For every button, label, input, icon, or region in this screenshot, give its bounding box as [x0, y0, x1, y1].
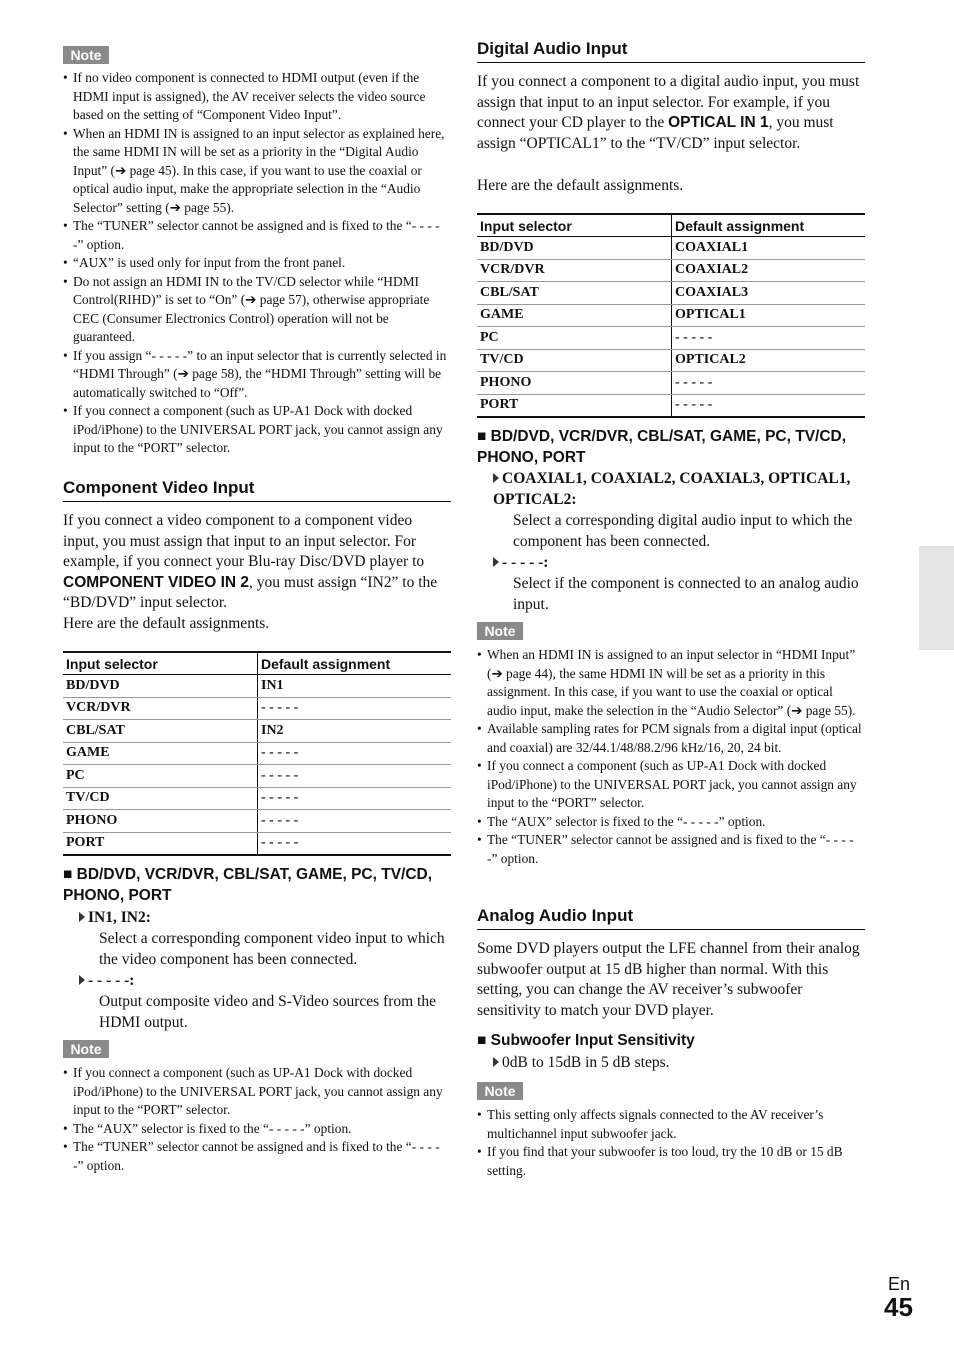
analog-audio-intro: Some DVD players output the LFE channel from their analog subwoofer output at 15 dB higher than normal. With this setting, you can change the AV receiver’s subwoofer sensitivity to match your DVD player.	[477, 940, 860, 1019]
jack-name: COMPONENT VIDEO IN 2	[63, 573, 250, 591]
table-cell: - - - - -	[258, 787, 452, 810]
table-row	[63, 742, 451, 765]
option-label-text: IN1, IN2:	[88, 909, 151, 926]
table-row	[477, 372, 865, 395]
table-cell: COAXIAL3	[672, 282, 866, 305]
note-list	[63, 1064, 451, 1175]
table-cell: - - - - -	[672, 372, 866, 395]
intro-text: , you must assign “IN2” to the “BD/DVD” input selector.	[63, 573, 438, 611]
table-cell: - - - - -	[258, 697, 452, 720]
triangle-icon	[493, 473, 499, 483]
note-item: • The “TUNER” selector cannot be assigned and is fixed to the “- - - - -” option.	[63, 217, 451, 254]
option-description: Select a corresponding digital audio input to which the component has been connected.	[513, 512, 853, 550]
intro-text: If you connect a component to a digital audio input, you must assign that input to an input selector. For example, if you connect your CD player to the	[477, 73, 860, 131]
table-cell: OPTICAL1	[672, 304, 866, 327]
default-assignments-text: Here are the default assignments.	[63, 615, 270, 632]
table-cell: - - - - -	[258, 832, 452, 855]
table-cell: - - - - -	[258, 742, 452, 765]
triangle-icon	[493, 1057, 499, 1067]
table-cell: TV/CD	[477, 349, 672, 372]
table-cell: GAME	[63, 742, 258, 765]
digital-audio-intro	[477, 72, 865, 154]
table-row	[477, 349, 865, 372]
note-item: • Do not assign an HDMI IN to the TV/CD selector while “HDMI Control(RIHD)” is set to “On” (➔ page 57), otherwise appropriate CEC (Consumer Electronics Control) operation will not be guaranteed.	[63, 273, 451, 347]
table-cell: - - - - -	[672, 394, 866, 417]
note-item: • The “TUNER” selector cannot be assigned and is fixed to the “- - - - -” option.	[63, 1138, 451, 1175]
jack-name: OPTICAL IN 1	[668, 114, 769, 131]
note-item: • When an HDMI IN is assigned to an input selector as explained here, the same HDMI IN will be set as a priority in the “Digital Audio Input” (➔ page 45). In this case, if you want to use the coaxial or optical audio input, make the appropriate selection in the “Audio Selector” setting (➔ page 55).	[63, 125, 451, 218]
note-list	[477, 1106, 865, 1180]
note-badge: Note	[63, 46, 109, 64]
language-label: En	[888, 1274, 911, 1294]
note-item: • If you connect a component (such as UP-A1 Dock with docked iPod/iPhone) to the UNIVERSAL PORT jack, you cannot assign any input to the “PORT” selector.	[63, 402, 451, 458]
table-cell: BD/DVD	[63, 675, 258, 698]
option-description: Select if the component is connected to an analog audio input.	[513, 575, 859, 613]
table-cell: PORT	[477, 394, 672, 417]
option-label-text: COAXIAL1, COAXIAL2, COAXIAL3, OPTICAL1, OPTICAL2:	[493, 470, 851, 508]
note-badge: Note	[63, 1040, 109, 1058]
note-item: • If no video component is connected to HDMI output (even if the HDMI input is assigned), the AV receiver selects the video source based on the setting of “Component Video Input”.	[63, 69, 451, 125]
table-cell: - - - - -	[672, 327, 866, 350]
option-label-text: - - - - -:	[502, 554, 549, 571]
table-row	[63, 832, 451, 855]
intro-text: , you must assign “OPTICAL1” to the “TV/CD” input selector.	[477, 114, 834, 152]
table-row	[477, 394, 865, 417]
table-row	[477, 237, 865, 260]
section-heading-component-video-input: Component Video Input	[63, 478, 451, 502]
table-cell: - - - - -	[258, 765, 452, 788]
table-header: Default assignment	[672, 214, 866, 237]
table-cell: CBL/SAT	[477, 282, 672, 305]
triangle-icon	[79, 912, 85, 922]
table-header: Input selector	[477, 214, 672, 237]
note-badge: Note	[477, 1082, 523, 1100]
table-cell: VCR/DVR	[477, 259, 672, 282]
note-item: • The “AUX” selector is fixed to the “- - - - -” option.	[63, 1120, 451, 1139]
note-item: • Available sampling rates for PCM signals from a digital input (optical and coaxial) are 32/44.1/48/88.2/96 kHz/16, 20, 24 bit.	[477, 720, 865, 757]
table-row	[477, 304, 865, 327]
note-item: • If you find that your subwoofer is too loud, try the 10 dB or 15 dB setting.	[477, 1143, 865, 1180]
table-row	[63, 697, 451, 720]
selector-heading: ■ BD/DVD, VCR/DVR, CBL/SAT, GAME, PC, TV/CD, PHONO, PORT	[63, 866, 433, 904]
table-cell: GAME	[477, 304, 672, 327]
page-number: 45	[884, 1292, 913, 1322]
option-description: Select a corresponding component video input to which the video component has been connected.	[99, 930, 445, 968]
note-item: • This setting only affects signals connected to the AV receiver’s multichannel input subwoofer jack.	[477, 1106, 865, 1143]
table-header: Default assignment	[258, 652, 452, 675]
table-cell: TV/CD	[63, 787, 258, 810]
table-cell: PC	[477, 327, 672, 350]
side-tab	[919, 546, 954, 650]
table-cell: IN1	[258, 675, 452, 698]
note-item: • The “AUX” selector is fixed to the “- - - - -” option.	[477, 813, 865, 832]
table-cell: COAXIAL2	[672, 259, 866, 282]
triangle-icon	[79, 975, 85, 985]
note-item: • The “TUNER” selector cannot be assigned and is fixed to the “- - - - -” option.	[477, 831, 865, 868]
note-item: • If you assign “- - - - -” to an input selector that is currently selected in “HDMI Through” (➔ page 58), the “HDMI Through” setting will be automatically switched to “Off”.	[63, 347, 451, 403]
component-video-default-table	[63, 651, 451, 856]
table-cell: PHONO	[477, 372, 672, 395]
default-assignments-text: Here are the default assignments.	[477, 177, 684, 194]
note-item: • “AUX” is used only for input from the front panel.	[63, 254, 451, 273]
table-cell: BD/DVD	[477, 237, 672, 260]
section-heading-analog-audio-input: Analog Audio Input	[477, 906, 865, 930]
note-list	[63, 69, 451, 458]
option-description: Output composite video and S-Video sources from the HDMI output.	[99, 993, 436, 1031]
table-row	[63, 675, 451, 698]
table-row	[477, 259, 865, 282]
option-label	[79, 908, 151, 929]
table-cell: - - - - -	[258, 810, 452, 833]
subwoofer-heading: ■ Subwoofer Input Sensitivity	[477, 1032, 695, 1049]
table-cell: PC	[63, 765, 258, 788]
selector-heading: ■ BD/DVD, VCR/DVR, CBL/SAT, GAME, PC, TV/CD, PHONO, PORT	[477, 428, 847, 466]
table-row	[63, 720, 451, 743]
section-heading-digital-audio-input: Digital Audio Input	[477, 39, 865, 63]
triangle-icon	[493, 557, 499, 567]
table-row	[477, 327, 865, 350]
table-row	[477, 282, 865, 305]
intro-text: If you connect a video component to a component video input, you must assign that input to an input selector. For example, if you connect your Blu-ray Disc/DVD player to	[63, 512, 425, 570]
digital-audio-default-table	[477, 213, 865, 418]
table-row	[63, 810, 451, 833]
table-header: Input selector	[63, 652, 258, 675]
table-cell: PHONO	[63, 810, 258, 833]
option-label	[493, 553, 548, 574]
option-label-text: - - - - -:	[88, 972, 135, 989]
table-cell: OPTICAL2	[672, 349, 866, 372]
option-label	[493, 469, 853, 510]
table-cell: IN2	[258, 720, 452, 743]
table-row	[63, 765, 451, 788]
note-item: • If you connect a component (such as UP-A1 Dock with docked iPod/iPhone) to the UNIVERSAL PORT jack, you cannot assign any input to the “PORT” selector.	[63, 1064, 451, 1120]
note-badge: Note	[477, 622, 523, 640]
table-cell: PORT	[63, 832, 258, 855]
note-list	[477, 646, 865, 868]
subwoofer-option	[493, 1053, 670, 1074]
note-item: • If you connect a component (such as UP-A1 Dock with docked iPod/iPhone) to the UNIVERSAL PORT jack, you cannot assign any input to the “PORT” selector.	[477, 757, 865, 813]
option-label-text: 0dB to 15dB in 5 dB steps.	[502, 1054, 670, 1071]
component-video-intro	[63, 511, 451, 614]
table-row	[63, 787, 451, 810]
table-cell: COAXIAL1	[672, 237, 866, 260]
option-label	[79, 971, 134, 992]
table-cell: VCR/DVR	[63, 697, 258, 720]
note-item: • When an HDMI IN is assigned to an input selector in “HDMI Input” (➔ page 44), the same HDMI IN will be set as a priority in this assignment. In this case, if you want to use the coaxial or optical audio input, make the selection in the “Audio Selector” (➔ page 55).	[477, 646, 865, 720]
table-cell: CBL/SAT	[63, 720, 258, 743]
